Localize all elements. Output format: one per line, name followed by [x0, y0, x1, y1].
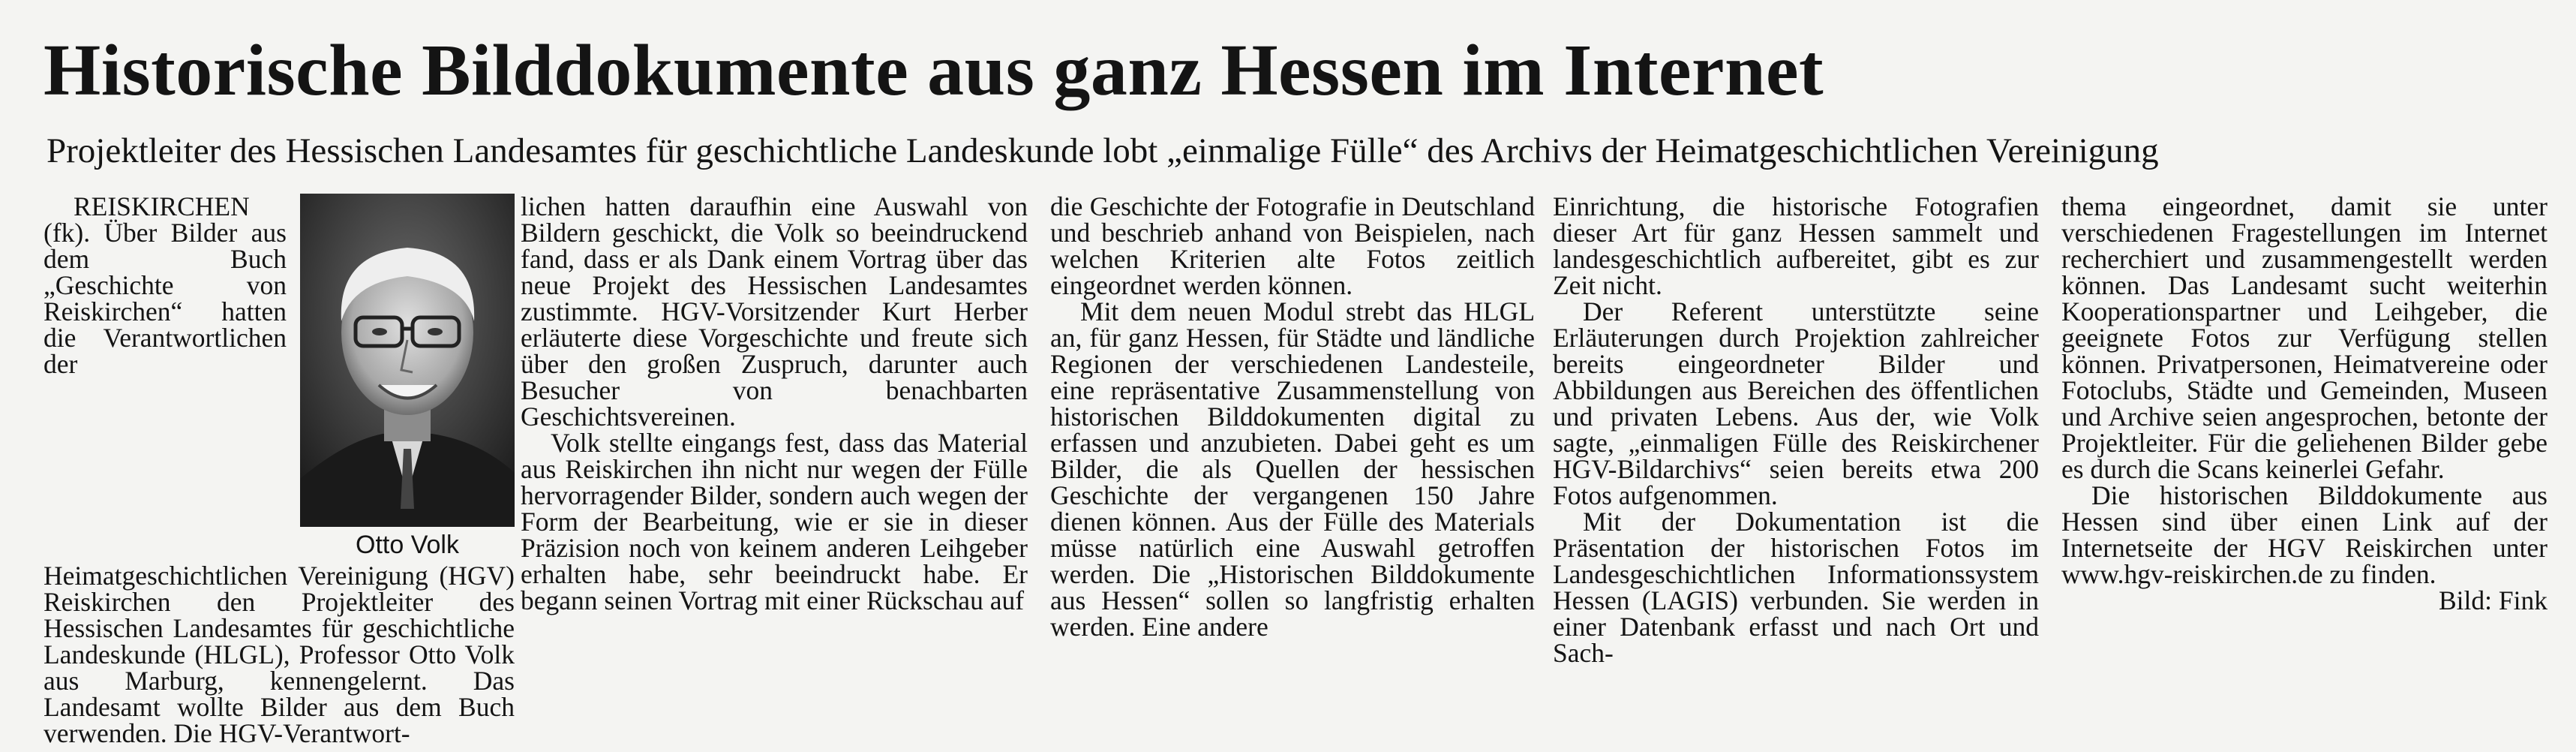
- subheadline: Projektleiter des Hessischen Landesamtes für geschichtliche Landeskunde lobt „einmalige Fülle“ des Archivs der Heimatgeschichtlichen Vereinigung: [47, 131, 2159, 170]
- paragraph: die Geschichte der Fotografie in Deutschland und beschrieb anhand von Beispielen, nach welchen Kriterien alte Fotos zeitlich eingeordnet werden können.: [1050, 191, 1535, 300]
- paragraph: REISKIRCHEN (fk). Über Bilder aus dem Buch „Geschichte von Reiskirchen“ hatten die Verantwortlichen der Heimatgeschichtlichen Vereinigung (HGV) Reiskirchen den Projektleiter des Hessischen Landesamtes für geschichtliche Landeskunde (HLGL), Professor Otto Volk aus Marburg, kennengelernt. Das Landesamt wollte Bilder aus dem Buch verwenden. Die HGV-Verantwort-: [44, 191, 515, 748]
- paragraph: lichen hatten daraufhin eine Auswahl von Bildern geschickt, die Volk so beeindruckend fand, dass er als Dank einem Vortrag über das neue Projekt des Hessischen Landesamtes zustimmte. HGV-Vorsitzender Kurt Herber erläuterte diese Vorgeschichte und freute sich über den großen Zuspruch, darunter auch Besucher von benachbarten Geschichtsvereinen.: [521, 191, 1028, 432]
- paragraph: Die historischen Bilddokumente aus Hessen sind über einen Link auf der Internetseite der HGV Reiskirchen unter www.hgv-reiskirchen.de zu finden.: [2061, 480, 2547, 589]
- headline: Historische Bilddokumente aus ganz Hessen im Internet: [44, 30, 1824, 111]
- paragraph: Mit dem neuen Modul strebt das HLGL an, für ganz Hessen, für Städte und ländliche Regionen der verschiedenen Landesteile, eine repräsentative Zusammenstellung von historischen Bilddokumenten digital zu erfassen und anzubieten. Dabei geht es um Bilder, die als Quellen der hessischen Geschichte der vergangenen 150 Jahre dienen können. Aus der Fülle des Materials müsse natürlich eine Auswahl getroffen werden. Die „Historischen Bilddokumente aus Hessen“ sollen so langfristig erhalten werden. Eine andere: [1050, 296, 1535, 642]
- column-1: [44, 191, 515, 748]
- paragraph: Einrichtung, die historische Fotografien dieser Art für ganz Hessen sammelt und landesgeschichtlich aufbereitet, gibt es zur Zeit nicht.: [1553, 191, 2039, 300]
- photo-credit: Bild: Fink: [2439, 585, 2547, 615]
- portrait-photo: [300, 194, 515, 558]
- portrait-image: [300, 194, 515, 527]
- paragraph: thema eingeordnet, damit sie unter verschiedenen Fragestellungen im Internet recherchiert und zusammengestellt werden können. Das Landesamt sucht weiterhin Kooperationspartner und Leihgeber, die geeignete Fotos zur Verfügung stellen können. Privatpersonen, Heimatvereine oder Fotoclubs, Städte und Gemeinden, Museen und Archive seien angesprochen, betonte der Projektleiter. Für die geliehenen Bilder gebe es durch die Scans keinerlei Gefahr.: [2061, 191, 2547, 484]
- paragraph: Volk stellte eingangs fest, dass das Material aus Reiskirchen ihn nicht nur wegen der Fülle hervorragender Bilder, sondern auch wegen der Form der Bearbeitung, wie er sie in dieser Präzision noch von keinem anderen Leihgeber erhalten habe, sehr beeindruckt habe. Er begann seinen Vortrag mit einer Rückschau auf: [521, 428, 1028, 615]
- column-2: [521, 191, 1028, 615]
- photo-caption: Otto Volk: [356, 531, 459, 559]
- paragraph: Der Referent unterstützte seine Erläuterungen durch Projektion zahlreicher bereits eingeordneter Bilder und Abbildungen aus Bereichen des öffentlichen und privaten Lebens. Aus der, wie Volk sagte, „einmaligen Fülle des Reiskirchener HGV-Bildarchivs“ seien bereits etwa 200 Fotos aufgenommen.: [1553, 296, 2039, 510]
- column-4: [1553, 191, 2039, 668]
- paragraph: Mit der Dokumentation ist die Präsentation der historischen Fotos im Landesgeschichtlichen Informationssystem Hessen (LAGIS) verbunden. Sie werden in einer Datenbank erfasst und nach Ort und Sach-: [1553, 507, 2039, 668]
- column-3: [1050, 191, 1535, 642]
- column-5: [2061, 191, 2547, 615]
